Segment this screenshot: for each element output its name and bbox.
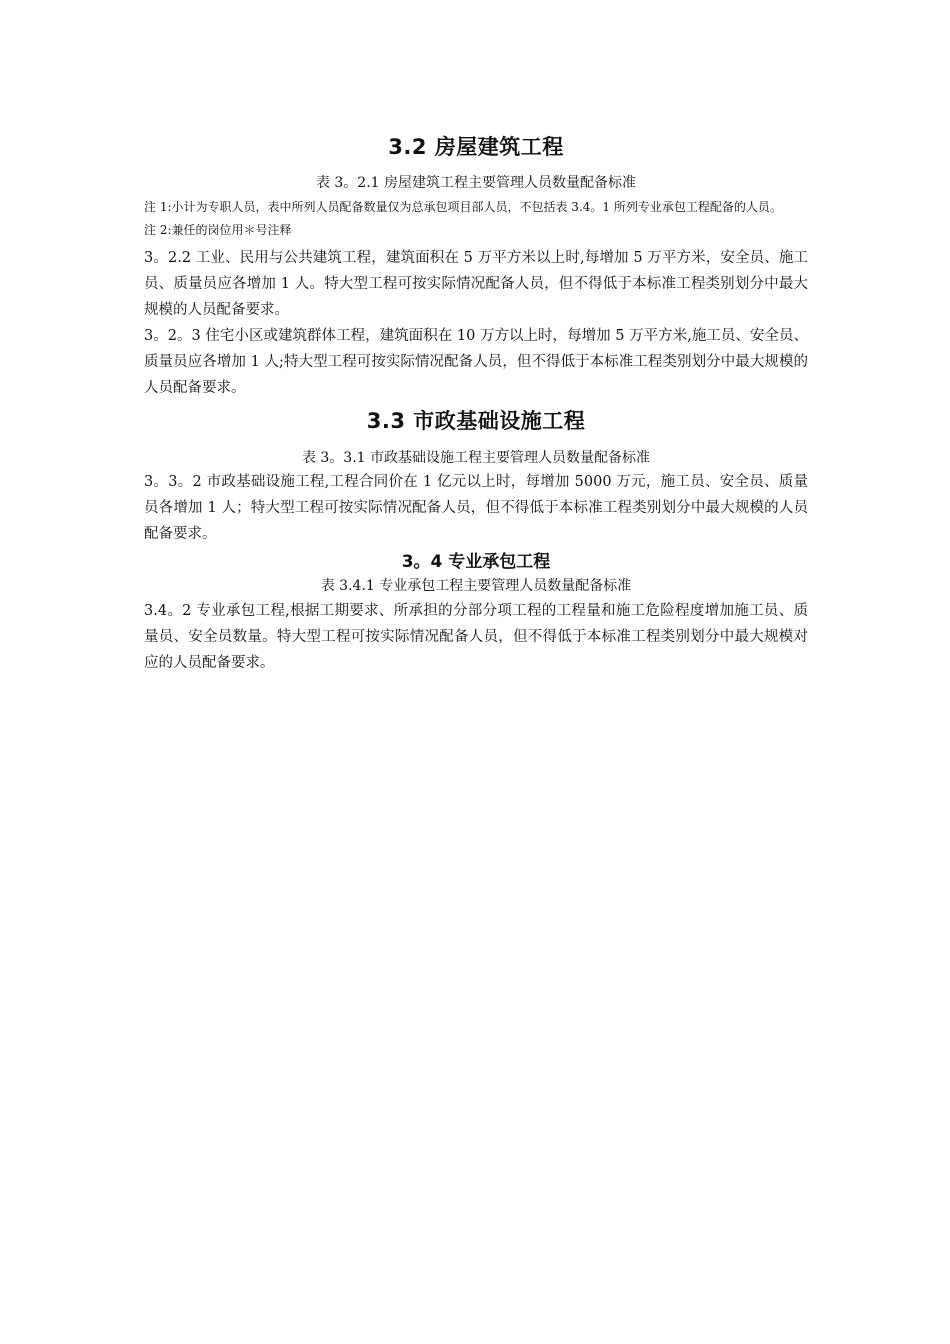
section-heading-3-3: 3.3 市政基础设施工程 (366, 409, 586, 433)
document-body (144, 128, 808, 676)
table-caption-3-4-1: 表 3.4.1 专业承包工程主要管理人员数量配备标准 (320, 578, 632, 594)
section-heading-3-2: 3.2 房屋建筑工程 (388, 135, 564, 159)
paragraph-3-2-2: 3。2.2 工业、民用与公共建筑工程，建筑面积在 5 万平方米以上时,每增加 5 万平方米，安全员、施工员、质量员应各增加 1 人。特大型工程可按实际情况配备人员，但不得低于本标准工程类别划分中最大规模的人员配备要求。 (144, 250, 808, 318)
paragraph-3-3-2: 3。3。2 市政基础设施工程,工程合同价在 1 亿元以上时，每增加 5000 万元，施工员、安全员、质量员各增加 1 人；特大型工程可按实际情况配备人员，但不得低于本标准工程类别划分中最大规模的人员配备要求。 (144, 474, 808, 542)
paragraph-3-4-2: 3.4。2 专业承包工程,根据工期要求、所承担的分部分项工程的工程量和施工危险程度增加施工员、质量员、安全员数量。特大型工程可按实际情况配备人员，但不得低于本标准工程类别划分中最大规模对应的人员配备要求。 (144, 603, 808, 671)
note-1: 注 1:小计为专职人员，表中所列人员配备数量仅为总承包项目部人员，不包括表 3.4。1 所列专业承包工程配备的人员。 (144, 200, 782, 214)
table-caption-3-3-1: 表 3。3.1 市政基础设施工程主要管理人员数量配备标准 (301, 450, 651, 466)
note-2: 注 2:兼任的岗位用＊号注释 (144, 223, 292, 237)
section-heading-3-4: 3。4 专业承包工程 (401, 552, 551, 572)
table-caption-3-2-1: 表 3。2.1 房屋建筑工程主要管理人员数量配备标准 (315, 175, 637, 191)
paragraph-3-2-3: 3。2。3 住宅小区或建筑群体工程，建筑面积在 10 万方以上时，每增加 5 万平方米,施工员、安全员、质量员应各增加 1 人;特大型工程可按实际情况配备人员，但不得低于本标准工程类别划分中最大规模的人员配备要求。 (144, 328, 808, 396)
